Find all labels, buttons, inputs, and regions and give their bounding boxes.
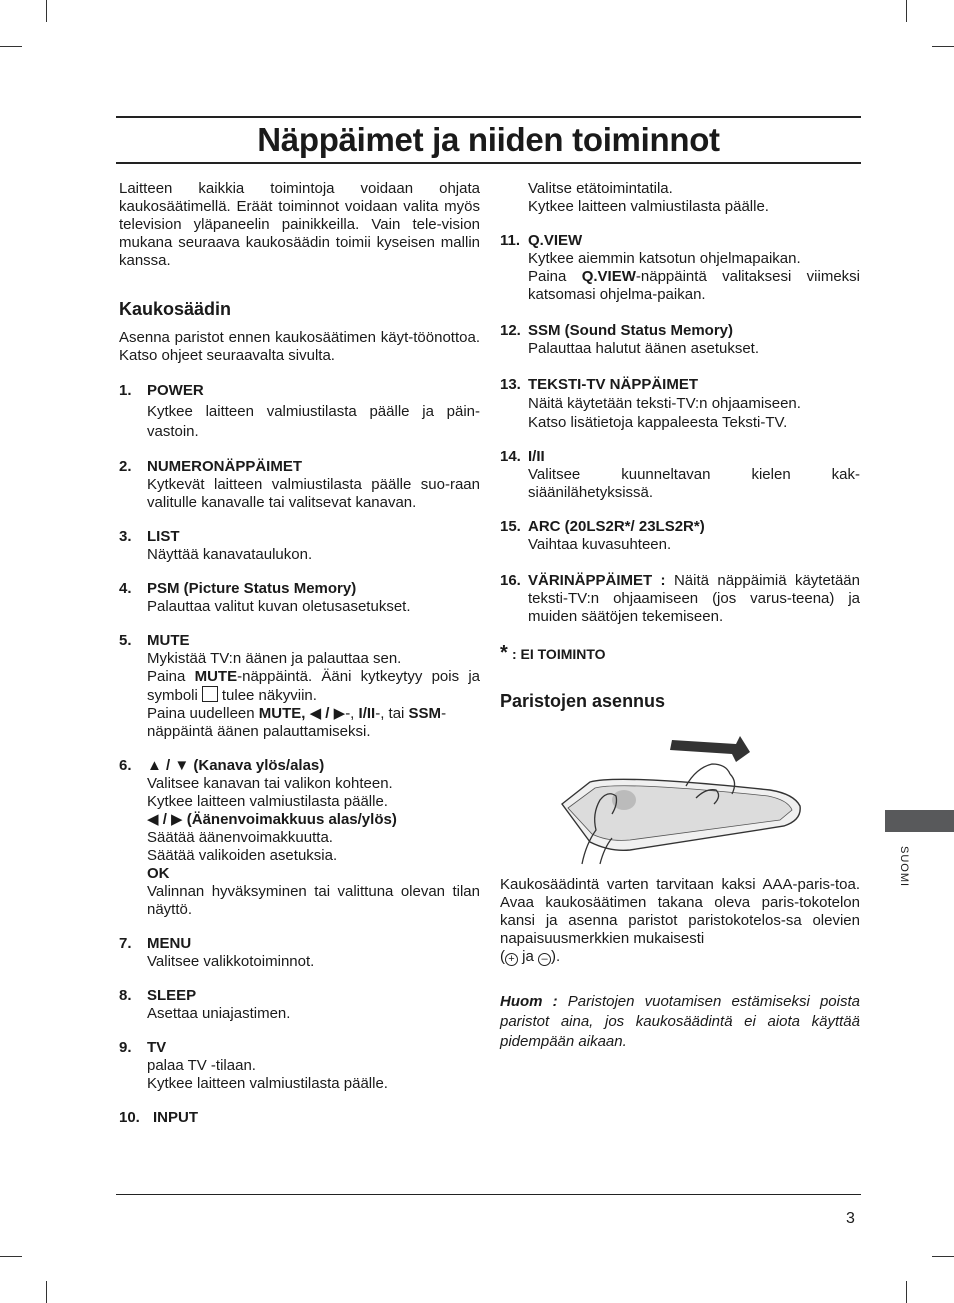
language-tab [885,810,954,832]
item-number: 14. [500,448,521,465]
left-column [119,180,480,1127]
item-text: Katso lisätietoja kappaleesta Teksti-TV. [528,414,788,431]
item-number: 5. [119,632,132,649]
list-item [500,232,860,304]
item-heading: TEKSTI-TV NÄPPÄIMET [528,376,699,393]
crop-mark [932,1256,954,1257]
text-run-bold: , ◀ / ▶ [301,705,346,722]
text-run-bold: Q.VIEW [581,268,636,285]
item-text: palaa TV -tilaan. [147,1057,256,1074]
list-item [500,376,860,432]
text-run: -, tai [375,705,409,722]
item-text: Valinnan hyväksyminen tai valittuna olevan tilan näyttö. [147,883,480,918]
note-text: Paristojen vuotamisen estämiseksi poista paristot aina, jos kaukosäädintä ei aiota käyttää pidempään aikaan. [500,993,860,1050]
item-number: 11. [500,232,521,249]
arrow-icon [670,736,750,762]
item-number: 3. [119,528,132,545]
crop-mark [906,0,907,22]
item-text: Näyttää kanavataulukon. [147,546,313,563]
text-run: Paina [147,668,195,685]
list-item [119,987,480,1023]
item-number: 8. [119,987,132,1004]
note-label: Huom : [500,993,558,1010]
item-text: Kytkee aiemmin katsotun ohjelmapaikan. [528,250,801,267]
text-run-bold: I/II [358,705,376,722]
item-text: Säätää äänenvoimakkuutta. [147,829,333,846]
list-item [119,632,480,741]
item-heading: MENU [147,935,192,952]
item-heading: I/II [528,448,545,465]
item-text: Kytkee laitteen valmiustilasta päälle. [147,793,388,810]
right-column [500,180,860,1052]
item-heading: INPUT [153,1109,198,1126]
text-run-bold: MUTE [258,705,302,722]
text-run: tulee näkyviin. [221,687,317,704]
item-heading: LIST [147,528,180,545]
item-number: 4. [119,580,132,597]
item-text: Kytkee laitteen valmiustilasta päälle ja päin-vastoin. [147,403,480,440]
plus-icon: + [505,953,518,966]
text-run: ). [551,948,561,965]
text-run: -näppäintä. Ääni kytkeytyy pois ja symboli [147,668,480,704]
crop-mark [0,1256,22,1257]
list-item [119,1109,480,1127]
title-rule-bottom [116,162,861,164]
item-heading: NUMERONÄPPÄIMET [147,458,303,475]
page-number: 3 [846,1210,855,1227]
item-number: 13. [500,376,521,393]
note [500,992,860,1052]
text-run-bold: SSM [408,705,442,722]
item-text: Palauttaa halutut äänen asetukset. [528,340,760,357]
minus-icon: – [538,953,551,966]
footnote [500,644,860,664]
item-text: Asettaa uniajastimen. [147,1005,291,1022]
item-text: Kytkee laitteen valmiustilasta päälle. [147,1075,388,1092]
crop-mark [932,46,954,47]
text-run: ja [522,948,534,965]
item-heading: VÄRINÄPPÄIMET : [528,572,666,589]
remote-control-icon [562,779,800,850]
list-item [500,518,860,554]
list-item [119,935,480,971]
list-item [119,757,480,919]
item-number: 2. [119,458,132,475]
item-text: Valitsee kanavan tai valikon kohteen. [147,775,393,792]
footer-rule [116,1194,861,1195]
crop-mark [46,0,47,22]
item-text: Mykistää TV:n äänen ja palauttaa sen. [147,650,402,667]
item-text [528,572,860,626]
section-title-remote: Kaukosäädin [119,299,232,319]
item-number: 10. [119,1109,140,1126]
crop-mark [46,1281,47,1303]
text-run: -näppäintä valitaksesi viimeksi katsomasi ohjelma-paikan. [528,268,860,303]
item-text: Näitä käytetään teksti-TV:n ohjaamiseen. [528,395,801,412]
text-run: -näppäintä äänen palauttamiseksi. [147,705,447,740]
item-text: Valitse etätoimintatila. [528,180,673,197]
item-text: Kytkee laitteen valmiustilasta päälle. [528,198,769,215]
side-language-label: SUOMI [898,846,910,888]
list-item [119,1039,480,1093]
list-item [500,572,860,626]
text-run: ( [500,948,505,965]
item-text: Säätää valikoiden asetuksia. [147,847,338,864]
footnote-text: : EI TOIMINTO [511,646,606,662]
item-number: 7. [119,935,132,952]
item-heading: POWER [147,382,204,399]
footnote-mark: * [500,642,508,664]
mute-icon [202,686,218,702]
item-text: Vaihtaa kuvasuhteen. [528,536,672,553]
item-number: 9. [119,1039,132,1056]
item-heading: Q.VIEW [528,232,583,249]
item-heading: SSM (Sound Status Memory) [528,322,734,339]
text-run: -, [345,705,359,722]
item-text [147,668,480,705]
crop-mark [906,1281,907,1303]
item-text: Valitsee kuunneltavan kielen kak-siäänilähetyksissä. [528,466,860,501]
item-subheading: OK [147,865,170,882]
remote-battery-illustration [500,734,860,874]
text-run: Paina uudelleen [147,705,259,722]
crop-mark [0,46,22,47]
item-text: Kytkevät laitteen valmiustilasta päälle suo-raan valitulle kanavalle tai valitsevat kanavan. [147,476,480,511]
list-item [119,528,480,564]
list-item [500,448,860,502]
polarity-line [500,948,860,966]
text-run: Näitä näppäimiä käytetään teksti-TV:n ohjaamiseen (jos varus-teena) ja muiden säätöjen tekemiseen. [528,572,860,625]
intro-paragraph: Laitteen kaikkia toimintoja voidaan ohjata kaukosäätimellä. Eräät toiminnot voidaan valita myös television yläpaneelin painikkeilla. Vain tele-vision mukana seuraava kaukosäädin toimii kyseisen mallin kanssa. [119,180,480,269]
list-item [119,382,480,442]
text-run: Paina [528,268,582,285]
item-text: Palauttaa valitut kuvan oletusasetukset. [147,598,411,615]
item-heading: MUTE [147,632,190,649]
item-text [147,705,480,741]
list-item [500,322,860,358]
item-text [528,268,860,304]
item-number: 12. [500,322,521,339]
item-number: 16. [500,572,521,589]
item-text: Valitsee valikkotoiminnot. [147,953,315,970]
item-number: 6. [119,757,132,774]
item-heading: ARC (20LS2R*/ 23LS2R*) [528,518,705,535]
section-title-batteries: Paristojen asennus [500,691,666,711]
list-item [119,458,480,512]
item-subheading: ◀ / ▶ (Äänenvoimakkuus alas/ylös) [147,811,397,828]
item-heading: PSM (Picture Status Memory) [147,580,357,597]
text-run-bold: MUTE [194,668,238,685]
item-heading: ▲ / ▼ (Kanava ylös/alas) [147,757,325,774]
item-heading: TV [147,1039,167,1056]
list-item [119,580,480,616]
title-rule-top [116,116,861,118]
item-number: 15. [500,518,521,535]
section-intro: Asenna paristot ennen kaukosäätimen käyt-töönottoa. Katso ohjeet seuraavalta sivulta. [119,329,480,364]
battery-text: Kaukosäädintä varten tarvitaan kaksi AAA-paris-toa. Avaa kaukosäätimen takana oleva paris-tokotelon kansi ja asenna paristot paristokotelos-sa olevien napaisuusmerkkien mukaisesti [500,876,860,947]
item-heading: SLEEP [147,987,197,1004]
page-title: Näppäimet ja niiden toiminnot [257,121,720,158]
item-number: 1. [119,382,132,399]
battery-illustration [500,734,860,874]
